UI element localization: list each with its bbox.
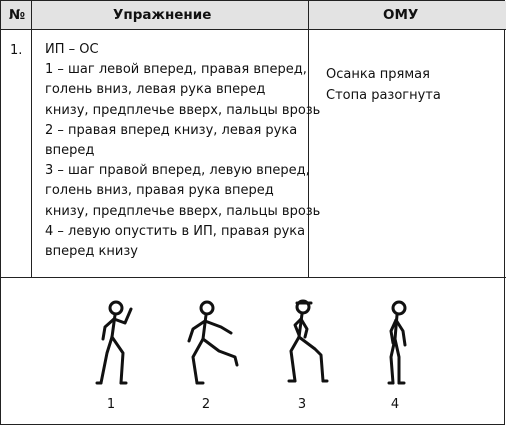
header-exercise: Упражнение xyxy=(113,7,212,23)
stick-figure-standing-icon xyxy=(363,295,433,395)
omu-notes xyxy=(326,65,441,106)
header-number: № xyxy=(9,7,26,23)
row-number: 1. xyxy=(10,43,23,58)
column-divider-1 xyxy=(31,1,32,277)
exercise-line: вперед xyxy=(45,143,95,159)
figure-label: 2 xyxy=(201,397,211,412)
exercise-line: 1 – шаг левой вперед, правая вперед, xyxy=(45,62,307,78)
stick-figure-step-left-icon xyxy=(79,295,149,395)
omu-line: Осанка прямая xyxy=(326,67,430,82)
figure-label: 4 xyxy=(390,397,400,412)
stick-figure-step-right-icon xyxy=(269,295,339,395)
exercise-line: книзу, предплечье вверх, пальцы врозь xyxy=(45,203,321,219)
exercise-line: вперед книзу xyxy=(45,244,138,260)
exercise-description xyxy=(45,40,320,262)
stick-figure-kick-icon xyxy=(173,295,243,395)
header-omu: ОМУ xyxy=(383,7,419,23)
figure-label: 1 xyxy=(106,397,116,412)
exercise-line: книзу, предплечье вверх, пальцы врозь xyxy=(45,102,321,118)
table-header xyxy=(1,1,506,30)
exercise-line: голень вниз, левая рука вперед xyxy=(45,82,266,98)
exercise-line: голень вниз, правая рука вперед xyxy=(45,183,274,199)
exercise-line: 3 – шаг правой вперед, левую вперед, xyxy=(45,163,310,179)
figure-label: 3 xyxy=(297,397,307,412)
row-divider xyxy=(1,277,506,278)
exercise-line: 2 – правая вперед книзу, левая рука xyxy=(45,122,298,138)
exercise-line: 4 – левую опустить в ИП, правая рука xyxy=(45,223,306,239)
exercise-line: ИП – ОС xyxy=(45,42,99,57)
omu-line: Стопа разогнута xyxy=(326,87,441,103)
